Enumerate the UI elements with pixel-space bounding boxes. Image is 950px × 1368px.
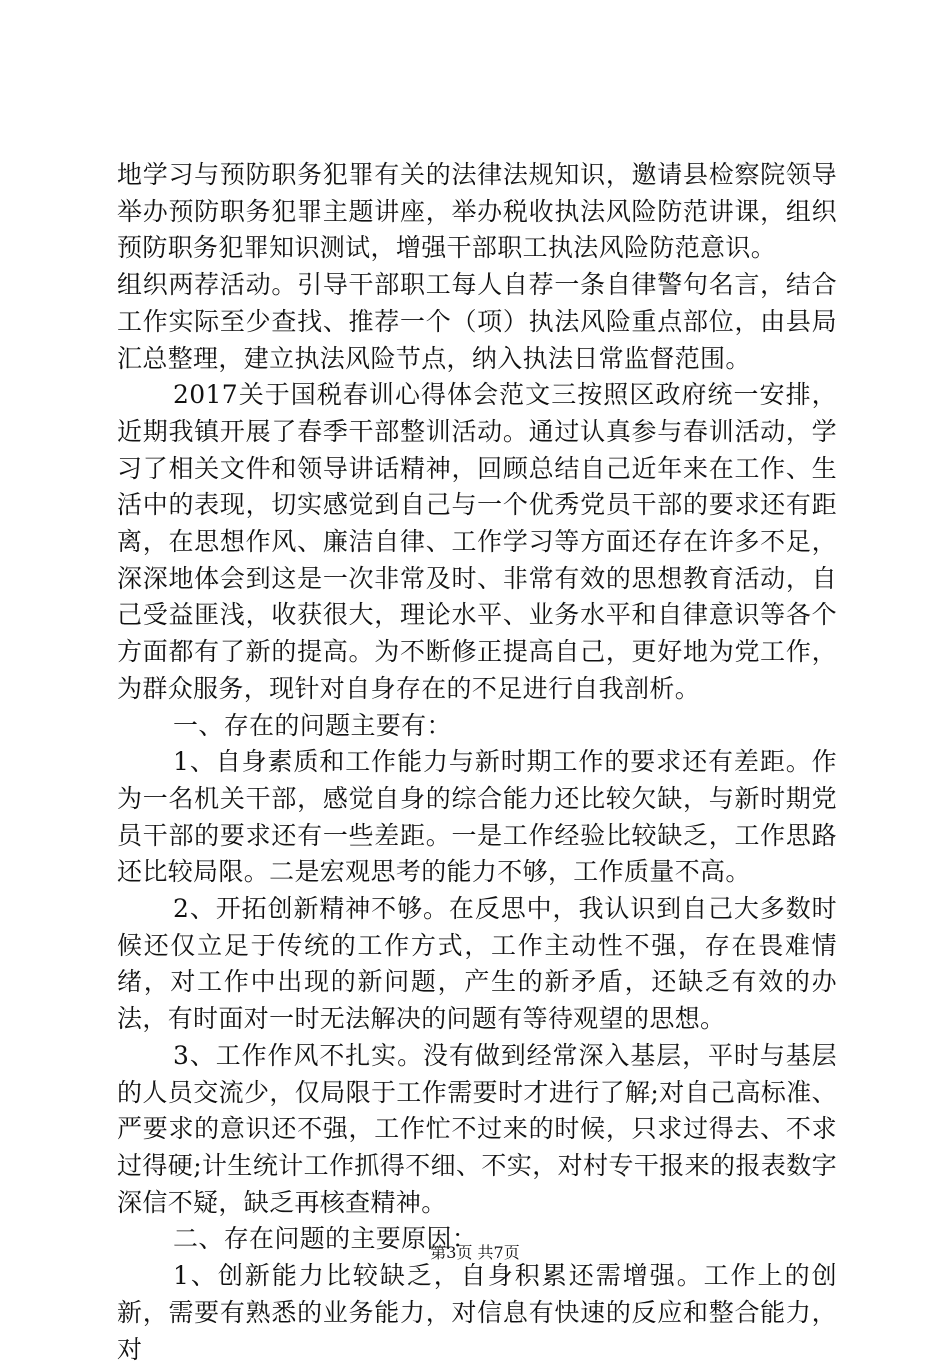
paragraph: 1、创新能力比较缺乏，自身积累还需增强。工作上的创新，需要有熟悉的业务能力，对信息有快速的反应和整合能力，对 [117,1261,837,1364]
page-number-label: 第3页 共7页 [430,1243,520,1262]
paragraph: 3、工作作风不扎实。没有做到经常深入基层，平时与基层的人员交流少，仅局限于工作需要时才进行了解;对自己高标准、严要求的意识还不强，工作忙不过来的时候，只求过得去、不求过得硬;计生统计工作抓得不细、不实，对村专干报来的报表数字深信不疑，缺乏再核查精神。 [117,1040,837,1217]
paragraph: 2、开拓创新精神不够。在反思中，我认识到自己大多数时候还仅立足于传统的工作方式，工作主动性不强，存在畏难情绪，对工作中出现的新问题，产生的新矛盾，还缺乏有效的办法，有时面对一时无法解决的问题有等待观望的思想。 [117,894,837,1034]
section-heading: 二、存在问题的主要原因： [173,1224,478,1254]
paragraph: 2017关于国税春训心得体会范文三按照区政府统一安排，近期我镇开展了春季干部整训活动。通过认真参与春训活动，学习了相关文件和领导讲话精神，回顾总结自己近年来在工作、生活中的表现，切实感觉到自己与一个优秀党员干部的要求还有距离，在思想作风、廉洁自律、工作学习等方面还存在许多不足，深深地体会到这是一次非常及时、非常有效的思想教育活动，自己受益匪浅，收获很大，理论水平、业务水平和自律意识等各个方面都有了新的提高。为不断修正提高自己，更好地为党工作，为群众服务，现针对自身存在的不足进行自我剖析。 [117,380,837,703]
paragraph: 1、自身素质和工作能力与新时期工作的要求还有差距。作为一名机关干部，感觉自身的综合能力还比较欠缺，与新时期党员干部的要求还有一些差距。一是工作经验比较缺乏，工作思路还比较局限。二是宏观思考的能力不够，工作质量不高。 [117,747,837,887]
page-footer [0,1243,950,1263]
paragraph: 组织两荐活动。引导干部职工每人自荐一条自律警句名言，结合工作实际至少查找、推荐一个（项）执法风险重点部位，由县局汇总整理，建立执法风险节点，纳入执法日常监督范围。 [117,270,837,373]
section-heading: 一、存在的问题主要有： [173,710,452,740]
document-body [117,157,837,1368]
paragraph: 地学习与预防职务犯罪有关的法律法规知识，邀请县检察院领导举办预防职务犯罪主题讲座，举办税收执法风险防范讲课，组织预防职务犯罪知识测试，增强干部职工执法风险防范意识。 [117,160,837,263]
